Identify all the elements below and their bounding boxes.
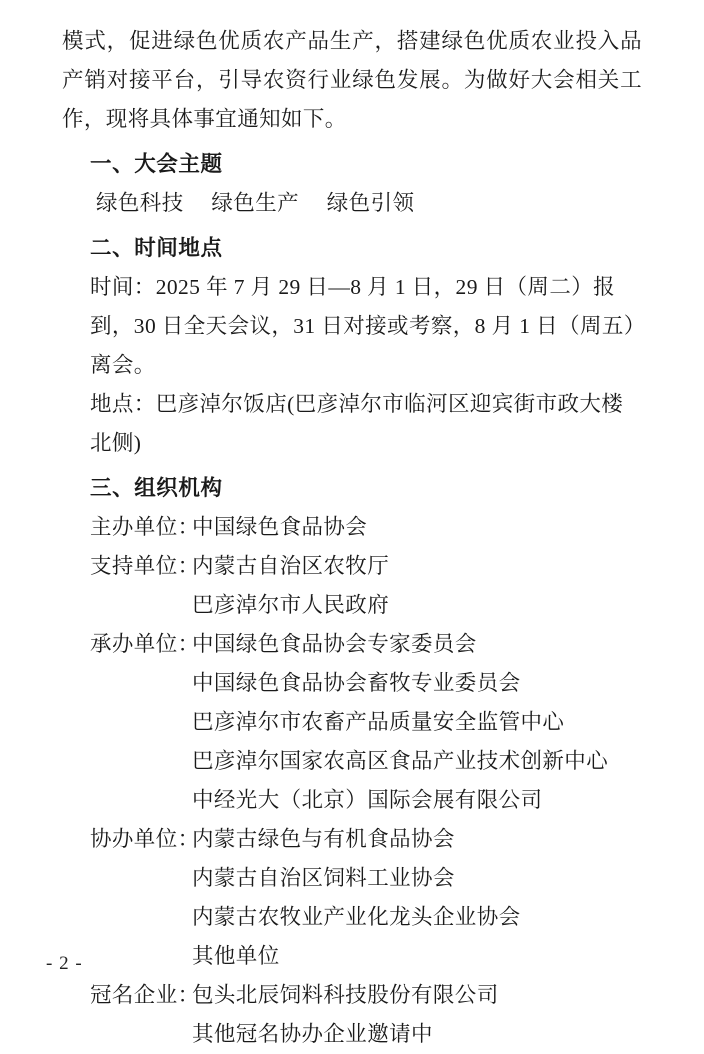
time-line: 时间：2025 年 7 月 29 日—8 月 1 日，29 日（周二）报到，30 日全天会议，31 日对接或考察，8 月 1 日（周五）离会。 (90, 275, 635, 377)
theme-item-2: 绿色生产 (211, 191, 299, 215)
organizer-row-coorganizer (62, 820, 642, 976)
page-number: - 2 - (46, 953, 83, 974)
organizer-value: 巴彦淖尔市人民政府 (192, 593, 390, 617)
organizer-values (192, 625, 642, 820)
organizer-row-host (62, 508, 642, 547)
organizer-value: 包头北辰饲料科技股份有限公司 (192, 983, 499, 1007)
conference-theme-line (62, 184, 642, 223)
theme-item-3: 绿色引领 (326, 191, 415, 215)
organizer-value: 巴彦淖尔国家农高区食品产业技术创新中心 (192, 749, 609, 773)
place-label: 地点： (90, 392, 156, 416)
organizer-value: 内蒙古自治区饲料工业协会 (192, 866, 455, 890)
organizer-value: 其他单位 (192, 944, 280, 968)
organizer-values (192, 820, 642, 976)
section-heading-organizers: 三、组织机构 (90, 476, 223, 500)
organizer-values (192, 547, 642, 625)
organizer-value: 中国绿色食品协会 (192, 515, 368, 539)
organizer-value: 中国绿色食品协会专家委员会 (192, 632, 477, 656)
theme-item-1: 绿色科技 (96, 191, 184, 215)
organizer-values (192, 976, 642, 1054)
organizer-label: 主办单位： (90, 515, 200, 539)
organizer-row-title-sponsor (62, 976, 642, 1054)
organizer-label: 协办单位： (90, 827, 200, 851)
organizer-value: 中经光大（北京）国际会展有限公司 (192, 788, 543, 812)
organizer-values (192, 508, 642, 547)
organizer-value: 其他冠名协办企业邀请中 (192, 1022, 433, 1046)
place-value: 巴彦淖尔饭店(巴彦淖尔市临河区迎宾街市政大楼北侧) (90, 392, 624, 455)
organizer-value: 中国绿色食品协会畜牧专业委员会 (192, 671, 521, 695)
opening-paragraph: 模式，促进绿色优质农产品生产，搭建绿色优质农业投入品产销对接平台，引导农资行业绿色发展。为做好大会相关工作，现将具体事宜通知如下。 (62, 29, 642, 131)
organizer-value: 内蒙古自治区农牧厅 (192, 554, 390, 578)
organizer-value: 内蒙古绿色与有机食品协会 (192, 827, 455, 851)
place-line (62, 385, 642, 463)
organizer-value: 内蒙古农牧业产业化龙头企业协会 (192, 905, 521, 929)
section-heading-time-place: 二、时间地点 (90, 236, 223, 260)
organizer-label: 承办单位： (90, 632, 200, 656)
organizer-list (62, 508, 642, 1054)
organizer-row-supporter (62, 547, 642, 625)
organizer-label: 支持单位： (90, 554, 200, 578)
section-heading-topic: 一、大会主题 (90, 152, 223, 176)
organizer-value: 巴彦淖尔市农畜产品质量安全监管中心 (192, 710, 565, 734)
organizer-row-undertaker (62, 625, 642, 820)
organizer-label: 冠名企业： (90, 983, 200, 1007)
